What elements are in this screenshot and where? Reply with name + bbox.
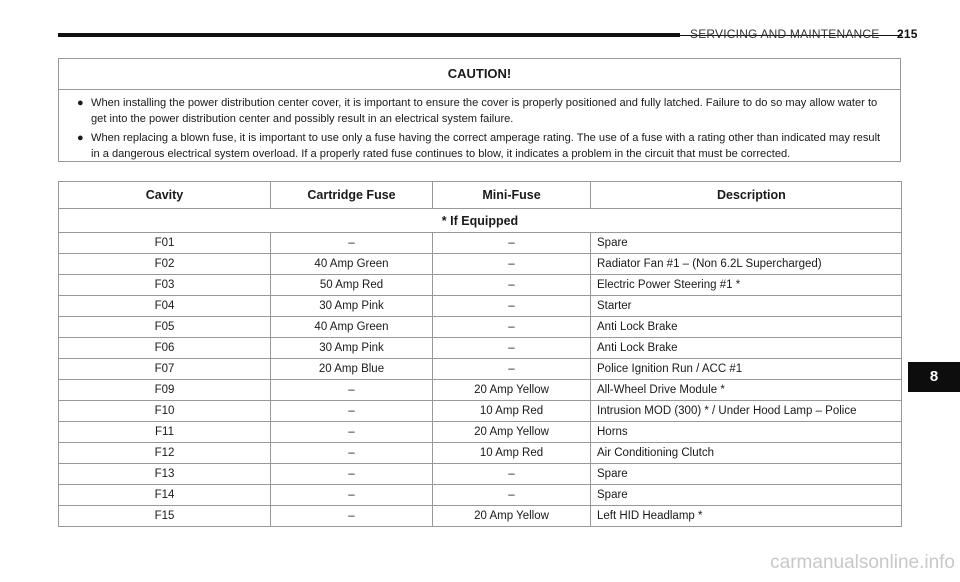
table-row <box>59 401 902 422</box>
cell-cavity: F04 <box>59 296 271 317</box>
watermark-text: carmanualsonline.info <box>770 552 955 573</box>
cell-cavity: F06 <box>59 338 271 359</box>
table-row <box>59 485 902 506</box>
table-row <box>59 254 902 275</box>
cell-cavity: F02 <box>59 254 271 275</box>
cell-mini-fuse: – <box>433 317 591 338</box>
caution-item-text: When replacing a blown fuse, it is important to use only a fuse having the correct amperage rating. The use of a fuse with a rating other than indicated may result in a dangerous electrical system overload. If a properly rated fuse continues to blow, it indicates a problem in the circuit that must be corrected. <box>91 132 881 160</box>
cell-mini-fuse: – <box>433 275 591 296</box>
cell-mini-fuse: 20 Amp Yellow <box>433 506 591 527</box>
cell-cavity: F09 <box>59 380 271 401</box>
cell-cavity: F10 <box>59 401 271 422</box>
cell-description: All-Wheel Drive Module * <box>591 380 902 401</box>
caution-item <box>77 131 886 162</box>
cell-cartridge-fuse: – <box>271 233 433 254</box>
section-title: SERVICING AND MAINTENANCE <box>690 27 880 41</box>
cell-description: Horns <box>591 422 902 443</box>
cell-description: Left HID Headlamp * <box>591 506 902 527</box>
cell-cartridge-fuse: 40 Amp Green <box>271 317 433 338</box>
caution-box <box>58 58 901 162</box>
cell-cavity: F13 <box>59 464 271 485</box>
table-row <box>59 443 902 464</box>
table-row <box>59 359 902 380</box>
cell-mini-fuse: 10 Amp Red <box>433 443 591 464</box>
cell-description: Intrusion MOD (300) * / Under Hood Lamp – Police <box>591 401 902 422</box>
table-row <box>59 380 902 401</box>
table-row <box>59 317 902 338</box>
cell-mini-fuse: – <box>433 464 591 485</box>
cell-cartridge-fuse: – <box>271 443 433 464</box>
fuse-table <box>58 181 902 527</box>
table-note-row <box>59 209 902 233</box>
cell-cavity: F07 <box>59 359 271 380</box>
running-head <box>690 27 918 41</box>
cell-cartridge-fuse: – <box>271 506 433 527</box>
table-row <box>59 338 902 359</box>
cell-mini-fuse: 20 Amp Yellow <box>433 422 591 443</box>
cell-cavity: F15 <box>59 506 271 527</box>
cell-cartridge-fuse: – <box>271 380 433 401</box>
col-header-description: Description <box>591 182 902 209</box>
table-row <box>59 464 902 485</box>
cell-cavity: F14 <box>59 485 271 506</box>
table-row <box>59 296 902 317</box>
cell-cavity: F05 <box>59 317 271 338</box>
cell-cartridge-fuse: – <box>271 422 433 443</box>
cell-mini-fuse: – <box>433 359 591 380</box>
cell-mini-fuse: – <box>433 338 591 359</box>
cell-mini-fuse: 20 Amp Yellow <box>433 380 591 401</box>
header-rule-thick <box>58 33 680 37</box>
cell-cavity: F12 <box>59 443 271 464</box>
cell-cartridge-fuse: – <box>271 401 433 422</box>
cell-mini-fuse: 10 Amp Red <box>433 401 591 422</box>
cell-description: Anti Lock Brake <box>591 338 902 359</box>
cell-description: Spare <box>591 485 902 506</box>
table-header-row <box>59 182 902 209</box>
col-header-mini-fuse: Mini-Fuse <box>433 182 591 209</box>
cell-mini-fuse: – <box>433 233 591 254</box>
cell-description: Anti Lock Brake <box>591 317 902 338</box>
cell-cartridge-fuse: 30 Amp Pink <box>271 296 433 317</box>
cell-description: Police Ignition Run / ACC #1 <box>591 359 902 380</box>
cell-cartridge-fuse: – <box>271 485 433 506</box>
caution-item <box>77 96 886 127</box>
caution-title: CAUTION! <box>59 59 900 90</box>
cell-cartridge-fuse: 30 Amp Pink <box>271 338 433 359</box>
cell-cartridge-fuse: 20 Amp Blue <box>271 359 433 380</box>
cell-mini-fuse: – <box>433 254 591 275</box>
chapter-tab[interactable]: 8 <box>908 362 960 392</box>
cell-description: Electric Power Steering #1 * <box>591 275 902 296</box>
cell-cavity: F01 <box>59 233 271 254</box>
cell-cartridge-fuse: – <box>271 464 433 485</box>
table-row <box>59 506 902 527</box>
if-equipped-note: * If Equipped <box>59 209 902 233</box>
bullet-icon: ● <box>77 132 84 144</box>
cell-description: Air Conditioning Clutch <box>591 443 902 464</box>
cell-description: Spare <box>591 464 902 485</box>
col-header-cavity: Cavity <box>59 182 271 209</box>
bullet-icon: ● <box>77 97 84 109</box>
cell-description: Spare <box>591 233 902 254</box>
page-number: 215 <box>897 27 918 41</box>
cell-mini-fuse: – <box>433 485 591 506</box>
table-row <box>59 233 902 254</box>
cell-description: Radiator Fan #1 – (Non 6.2L Supercharged) <box>591 254 902 275</box>
col-header-cartridge-fuse: Cartridge Fuse <box>271 182 433 209</box>
cell-cartridge-fuse: 40 Amp Green <box>271 254 433 275</box>
caution-item-text: When installing the power distribution center cover, it is important to ensure the cover is properly positioned and fully latched. Failure to do so may allow water to get into the power distribution center and possibly result in an electrical system failure. <box>91 97 878 125</box>
table-row <box>59 275 902 296</box>
cell-description: Starter <box>591 296 902 317</box>
cell-cartridge-fuse: 50 Amp Red <box>271 275 433 296</box>
caution-list <box>59 90 900 162</box>
table-row <box>59 422 902 443</box>
cell-cavity: F03 <box>59 275 271 296</box>
cell-cavity: F11 <box>59 422 271 443</box>
cell-mini-fuse: – <box>433 296 591 317</box>
